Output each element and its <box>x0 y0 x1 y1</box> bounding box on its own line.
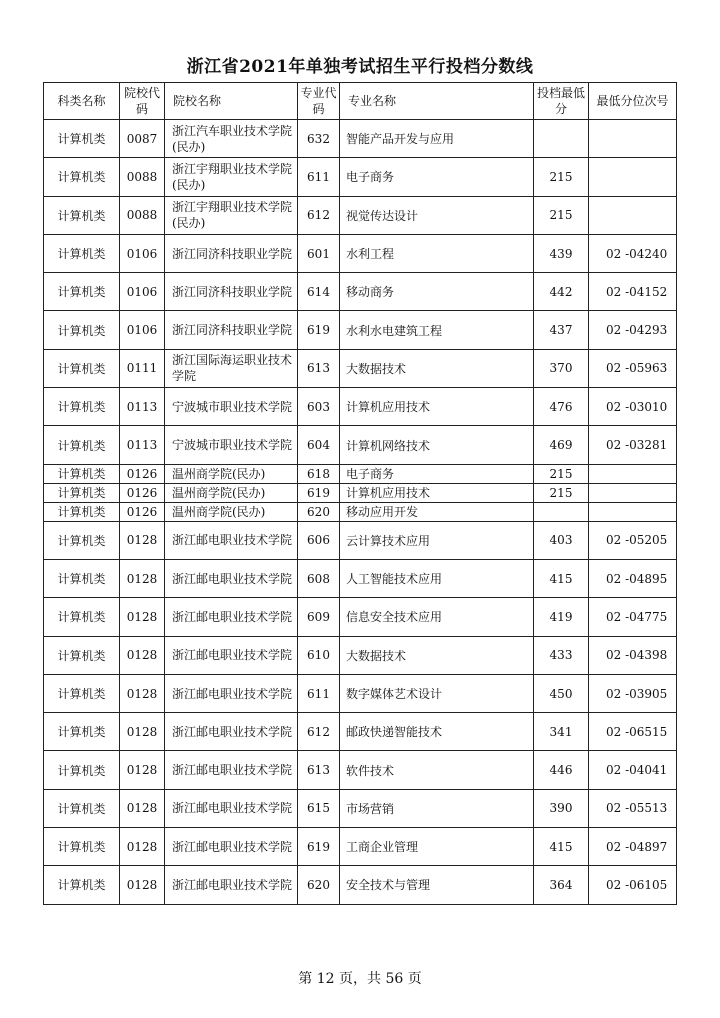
school-code-cell: 0111 <box>120 349 165 387</box>
table-row <box>44 311 677 349</box>
category-cell: 计算机类 <box>44 521 120 559</box>
table-body <box>44 120 677 905</box>
major-name-cell: 视觉传达设计 <box>340 196 534 234</box>
major-name-cell: 大数据技术 <box>340 349 534 387</box>
school-name-cell: 浙江邮电职业技术学院 <box>165 598 298 636</box>
min-score-cell: 442 <box>534 273 589 311</box>
major-name-cell: 移动商务 <box>340 273 534 311</box>
school-code-cell: 0113 <box>120 388 165 426</box>
major-name-cell: 工商企业管理 <box>340 828 534 866</box>
major-code-cell: 606 <box>298 521 340 559</box>
table-row <box>44 751 677 789</box>
min-rank-cell: 02 -06105 <box>589 866 677 904</box>
header-category: 科类名称 <box>44 83 120 120</box>
min-score-cell: 419 <box>534 598 589 636</box>
category-cell: 计算机类 <box>44 464 120 483</box>
school-code-cell: 0113 <box>120 426 165 464</box>
category-cell: 计算机类 <box>44 559 120 597</box>
header-major-code: 专业代码 <box>298 83 340 120</box>
major-code-cell: 620 <box>298 502 340 521</box>
major-code-cell: 614 <box>298 273 340 311</box>
min-rank-cell: 02 -03281 <box>589 426 677 464</box>
major-name-cell: 数字媒体艺术设计 <box>340 674 534 712</box>
table-row <box>44 866 677 904</box>
major-code-cell: 618 <box>298 464 340 483</box>
major-code-cell: 611 <box>298 674 340 712</box>
major-code-cell: 613 <box>298 349 340 387</box>
table-row <box>44 502 677 521</box>
header-min-score: 投档最低分 <box>534 83 589 120</box>
major-code-cell: 615 <box>298 789 340 827</box>
school-code-cell: 0126 <box>120 464 165 483</box>
min-rank-cell: 02 -03010 <box>589 388 677 426</box>
major-code-cell: 609 <box>298 598 340 636</box>
min-score-cell: 439 <box>534 234 589 272</box>
school-code-cell: 0128 <box>120 751 165 789</box>
table-row <box>44 483 677 502</box>
table-row <box>44 636 677 674</box>
min-score-cell: 390 <box>534 789 589 827</box>
major-name-cell: 大数据技术 <box>340 636 534 674</box>
category-cell: 计算机类 <box>44 426 120 464</box>
major-code-cell: 610 <box>298 636 340 674</box>
table-row <box>44 196 677 234</box>
school-name-cell: 浙江邮电职业技术学院 <box>165 866 298 904</box>
category-cell: 计算机类 <box>44 196 120 234</box>
min-score-cell: 415 <box>534 559 589 597</box>
min-score-cell: 476 <box>534 388 589 426</box>
major-name-cell: 电子商务 <box>340 158 534 196</box>
min-score-cell: 415 <box>534 828 589 866</box>
min-rank-cell <box>589 502 677 521</box>
table-row <box>44 158 677 196</box>
table-row <box>44 674 677 712</box>
table-row <box>44 598 677 636</box>
min-score-cell: 437 <box>534 311 589 349</box>
school-code-cell: 0106 <box>120 234 165 272</box>
school-code-cell: 0087 <box>120 120 165 158</box>
min-rank-cell: 02 -04240 <box>589 234 677 272</box>
min-score-cell: 215 <box>534 196 589 234</box>
category-cell: 计算机类 <box>44 273 120 311</box>
major-name-cell: 计算机应用技术 <box>340 388 534 426</box>
table-header-row <box>44 83 677 120</box>
major-name-cell: 云计算技术应用 <box>340 521 534 559</box>
major-code-cell: 632 <box>298 120 340 158</box>
major-name-cell: 电子商务 <box>340 464 534 483</box>
header-school-name: 院校名称 <box>165 83 298 120</box>
category-cell: 计算机类 <box>44 158 120 196</box>
school-name-cell: 浙江邮电职业技术学院 <box>165 751 298 789</box>
school-name-cell: 浙江同济科技职业学院 <box>165 273 298 311</box>
min-rank-cell: 02 -04293 <box>589 311 677 349</box>
category-cell: 计算机类 <box>44 674 120 712</box>
school-name-cell: 温州商学院(民办) <box>165 502 298 521</box>
min-rank-cell: 02 -04041 <box>589 751 677 789</box>
min-rank-cell: 02 -04398 <box>589 636 677 674</box>
school-name-cell: 浙江同济科技职业学院 <box>165 234 298 272</box>
min-rank-cell: 02 -06515 <box>589 713 677 751</box>
min-score-cell: 215 <box>534 483 589 502</box>
school-code-cell: 0128 <box>120 559 165 597</box>
major-name-cell: 计算机应用技术 <box>340 483 534 502</box>
header-min-rank: 最低分位次号 <box>589 83 677 120</box>
table-row <box>44 559 677 597</box>
school-name-cell: 浙江邮电职业技术学院 <box>165 521 298 559</box>
min-score-cell: 469 <box>534 426 589 464</box>
category-cell: 计算机类 <box>44 234 120 272</box>
school-name-cell: 浙江邮电职业技术学院 <box>165 636 298 674</box>
school-code-cell: 0088 <box>120 158 165 196</box>
major-code-cell: 601 <box>298 234 340 272</box>
min-score-cell: 215 <box>534 464 589 483</box>
table-row <box>44 521 677 559</box>
major-name-cell: 水利水电建筑工程 <box>340 311 534 349</box>
major-name-cell: 智能产品开发与应用 <box>340 120 534 158</box>
major-name-cell: 移动应用开发 <box>340 502 534 521</box>
major-name-cell: 信息安全技术应用 <box>340 598 534 636</box>
major-code-cell: 619 <box>298 311 340 349</box>
category-cell: 计算机类 <box>44 713 120 751</box>
min-score-cell: 403 <box>534 521 589 559</box>
school-name-cell: 浙江宇翔职业技术学院(民办) <box>165 196 298 234</box>
school-code-cell: 0128 <box>120 674 165 712</box>
header-school-code: 院校代码 <box>120 83 165 120</box>
min-rank-cell: 02 -05513 <box>589 789 677 827</box>
school-code-cell: 0128 <box>120 713 165 751</box>
category-cell: 计算机类 <box>44 598 120 636</box>
major-code-cell: 612 <box>298 196 340 234</box>
school-code-cell: 0126 <box>120 483 165 502</box>
min-score-cell: 446 <box>534 751 589 789</box>
min-score-cell: 215 <box>534 158 589 196</box>
min-score-cell: 341 <box>534 713 589 751</box>
major-name-cell: 市场营销 <box>340 789 534 827</box>
school-code-cell: 0106 <box>120 311 165 349</box>
major-code-cell: 612 <box>298 713 340 751</box>
score-table <box>43 82 677 905</box>
min-score-cell <box>534 120 589 158</box>
min-rank-cell: 02 -04895 <box>589 559 677 597</box>
major-code-cell: 611 <box>298 158 340 196</box>
category-cell: 计算机类 <box>44 636 120 674</box>
table-row <box>44 120 677 158</box>
table-row <box>44 828 677 866</box>
school-name-cell: 浙江宇翔职业技术学院(民办) <box>165 158 298 196</box>
min-rank-cell: 02 -05963 <box>589 349 677 387</box>
major-name-cell: 软件技术 <box>340 751 534 789</box>
min-score-cell: 450 <box>534 674 589 712</box>
category-cell: 计算机类 <box>44 751 120 789</box>
school-name-cell: 宁波城市职业技术学院 <box>165 426 298 464</box>
school-code-cell: 0088 <box>120 196 165 234</box>
min-rank-cell: 02 -04775 <box>589 598 677 636</box>
school-name-cell: 浙江国际海运职业技术学院 <box>165 349 298 387</box>
school-name-cell: 浙江邮电职业技术学院 <box>165 674 298 712</box>
school-code-cell: 0128 <box>120 598 165 636</box>
category-cell: 计算机类 <box>44 483 120 502</box>
school-code-cell: 0126 <box>120 502 165 521</box>
school-name-cell: 浙江邮电职业技术学院 <box>165 828 298 866</box>
table-row <box>44 388 677 426</box>
category-cell: 计算机类 <box>44 120 120 158</box>
page-title: 浙江省2021年单独考试招生平行投档分数线 <box>186 57 534 77</box>
major-code-cell: 608 <box>298 559 340 597</box>
school-code-cell: 0128 <box>120 828 165 866</box>
major-name-cell: 安全技术与管理 <box>340 866 534 904</box>
min-rank-cell <box>589 483 677 502</box>
school-code-cell: 0128 <box>120 789 165 827</box>
table-row <box>44 349 677 387</box>
major-name-cell: 人工智能技术应用 <box>340 559 534 597</box>
school-code-cell: 0106 <box>120 273 165 311</box>
min-score-cell <box>534 502 589 521</box>
school-name-cell: 浙江汽车职业技术学院(民办) <box>165 120 298 158</box>
table-row <box>44 426 677 464</box>
school-name-cell: 浙江邮电职业技术学院 <box>165 789 298 827</box>
major-name-cell: 计算机网络技术 <box>340 426 534 464</box>
min-rank-cell <box>589 158 677 196</box>
min-rank-cell: 02 -04152 <box>589 273 677 311</box>
school-name-cell: 浙江邮电职业技术学院 <box>165 559 298 597</box>
header-major-name: 专业名称 <box>340 83 534 120</box>
min-rank-cell <box>589 196 677 234</box>
school-name-cell: 温州商学院(民办) <box>165 483 298 502</box>
category-cell: 计算机类 <box>44 789 120 827</box>
min-rank-cell: 02 -05205 <box>589 521 677 559</box>
school-code-cell: 0128 <box>120 636 165 674</box>
table-row <box>44 464 677 483</box>
page-footer: 第 12 页，共 56 页 <box>298 971 422 987</box>
major-code-cell: 619 <box>298 828 340 866</box>
min-rank-cell <box>589 120 677 158</box>
major-code-cell: 603 <box>298 388 340 426</box>
major-code-cell: 620 <box>298 866 340 904</box>
category-cell: 计算机类 <box>44 866 120 904</box>
major-code-cell: 604 <box>298 426 340 464</box>
category-cell: 计算机类 <box>44 828 120 866</box>
category-cell: 计算机类 <box>44 311 120 349</box>
min-score-cell: 364 <box>534 866 589 904</box>
school-name-cell: 温州商学院(民办) <box>165 464 298 483</box>
school-code-cell: 0128 <box>120 866 165 904</box>
min-score-cell: 370 <box>534 349 589 387</box>
school-name-cell: 浙江同济科技职业学院 <box>165 311 298 349</box>
major-name-cell: 邮政快递智能技术 <box>340 713 534 751</box>
major-code-cell: 619 <box>298 483 340 502</box>
school-name-cell: 浙江邮电职业技术学院 <box>165 713 298 751</box>
category-cell: 计算机类 <box>44 388 120 426</box>
table-row <box>44 234 677 272</box>
min-rank-cell: 02 -03905 <box>589 674 677 712</box>
category-cell: 计算机类 <box>44 502 120 521</box>
table-row <box>44 789 677 827</box>
min-score-cell: 433 <box>534 636 589 674</box>
major-code-cell: 613 <box>298 751 340 789</box>
table-row <box>44 713 677 751</box>
major-name-cell: 水利工程 <box>340 234 534 272</box>
min-rank-cell <box>589 464 677 483</box>
school-name-cell: 宁波城市职业技术学院 <box>165 388 298 426</box>
category-cell: 计算机类 <box>44 349 120 387</box>
min-rank-cell: 02 -04897 <box>589 828 677 866</box>
table-row <box>44 273 677 311</box>
school-code-cell: 0128 <box>120 521 165 559</box>
